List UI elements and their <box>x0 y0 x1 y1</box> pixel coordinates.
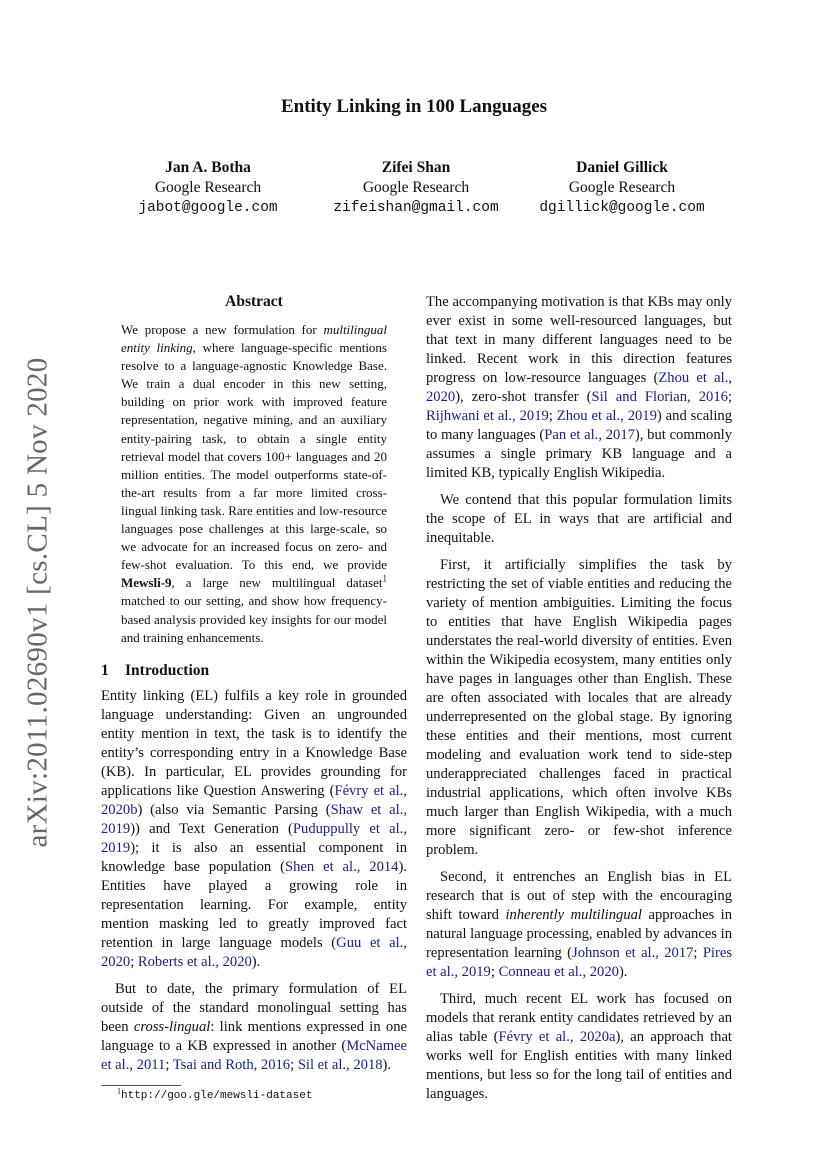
citation-link[interactable]: Puduppully et al., 2019 <box>101 820 407 856</box>
left-paragraphs <box>101 687 407 1075</box>
abstract-heading: Abstract <box>225 293 283 310</box>
text-run: ). Entities have played a growing role in representation learning. For example, entity mention masking led to greatly improved fact retention in large language models ( <box>101 858 407 951</box>
body-paragraph <box>426 990 732 1104</box>
section-title: Introduction <box>125 661 210 679</box>
text-run: ; <box>290 1056 298 1073</box>
text-run: ; <box>165 1056 173 1073</box>
text-run: ) and scaling to many languages ( <box>426 408 732 443</box>
text-run: ; <box>130 953 138 970</box>
citation-link[interactable]: Johnson et al., 2017 <box>572 945 694 961</box>
text-run: ; <box>548 408 557 424</box>
body-paragraph <box>426 556 732 860</box>
left-column <box>101 293 407 1102</box>
citation-link[interactable]: Sil and Florian, 2016 <box>591 389 728 405</box>
text-run: Third, much recent EL work has focused on models that rerank entity candidates retrieved by an alias table ( <box>426 991 732 1045</box>
text-run: ). <box>382 1056 392 1073</box>
text-run: : link mentions expressed in one language to a KB expressed in another ( <box>101 1018 407 1054</box>
text-run: ; <box>490 964 499 980</box>
section-heading <box>101 661 407 681</box>
citation-link[interactable]: Tsai and Roth, 2016 <box>172 1056 291 1073</box>
emphasis-text: cross-lingual <box>133 1018 211 1035</box>
text-run: , a large new multilingual dataset <box>171 575 383 591</box>
author-block <box>512 158 732 218</box>
emphasis-text: inherently multilingual <box>505 907 642 923</box>
author-email: jabot@google.com <box>138 200 278 216</box>
right-paragraphs <box>426 293 732 1104</box>
arxiv-identifier-text: arXiv:2011.02690v1 [cs.CL] 5 Nov 2020 <box>21 356 54 848</box>
text-run: , where language-specific mentions resolve to a language-agnostic Knowledge Base. We train a dual encoder in this new setting, building on prior work with improved feature representation, negative mining, and an auxiliary entity-pairing task, to obtain a single entity retrieval model that covers 100+ languages and 20 million entities. The model outperforms state-of-the-art results from a far more limited cross-lingual linking task. Rare entities and low-resource languages pose challenges at this large-scale, so we advocate for an increased focus on zero- and few-shot evaluation. To this end, we provide <box>121 340 387 573</box>
citation-link[interactable]: Zhou et al., 2019 <box>556 408 657 424</box>
abstract-body <box>121 321 387 647</box>
text-run: Entity linking (EL) fulfils a key role in grounded language understanding: Given an ungrounded entity mention in text, the task is to identify the entity’s corresponding entry in a Knowledge Base (KB). In particular, EL provides grounding for applications like Question Answering ( <box>101 687 407 799</box>
citation-link[interactable]: Conneau et al., 2020 <box>498 964 619 980</box>
body-paragraph <box>101 687 407 972</box>
citation-link[interactable]: Shen et al., 2014 <box>285 858 399 875</box>
citation-link[interactable]: Pires et al., 2019 <box>426 945 732 980</box>
author-email: dgillick@google.com <box>539 200 705 216</box>
citation-link[interactable]: Shaw et al., 2019 <box>101 801 408 837</box>
body-paragraph <box>101 980 407 1075</box>
citation-link[interactable]: Févry et al., 2020b <box>101 782 407 818</box>
author-block <box>98 158 318 218</box>
text-run: But to date, the primary formulation of EL outside of the standard monolingual setting has been <box>101 980 407 1035</box>
text-run: The accompanying motivation is that KBs may only ever exist in some well-resourced languages, but that text in many different languages need to be linked. Recent work in this direction features progress on low-resource languages ( <box>426 294 732 386</box>
footnote-mark: 1 <box>117 1086 121 1096</box>
author-affiliation: Google Research <box>362 179 470 196</box>
footnote <box>101 1086 407 1102</box>
body-paragraph <box>426 868 732 982</box>
citation-link[interactable]: Févry et al., 2020a <box>498 1029 616 1045</box>
footnote-rule <box>101 1085 181 1086</box>
citation-link[interactable]: Roberts et al., 2020 <box>137 953 252 970</box>
citation-link[interactable]: Zhou et al., 2020 <box>426 370 732 405</box>
body-paragraph <box>426 293 732 483</box>
text-run: Second, it entrenches an English bias in EL research that is out of step with the encouraging shift toward <box>426 869 732 923</box>
bold-text: Mewsli-9 <box>121 575 172 591</box>
text-run: We propose a new formulation for <box>121 322 324 337</box>
text-run: ), but commonly assumes a single primary KB language and a limited KB, typically English Wikipedia. <box>426 427 732 481</box>
text-run: We contend that this popular formulation limits the scope of EL in ways that are artificial and inequitable. <box>426 492 732 546</box>
text-run: ); it is also an essential component in knowledge base population ( <box>101 839 407 875</box>
footnote-ref[interactable]: 1 <box>382 573 387 584</box>
text-run: First, it artificially simplifies the task by restricting the set of viable entities and reducing the variety of mention ambiguities. Limiting the focus to entities that have English Wikipedia pages understates the real-world diversity of entities. Even within the Wikipedia ecosystem, many entities only have pages in languages other than English. These are often associated with locales that are already underrepresented on the global stage. By ignoring these entities and their mentions, most current modeling and evaluation work tend to side-step underappreciated challenges faced in practical industrial applications, which often involve KBs much larger than English Wikipedia, with a much more significant zero- or few-shot inference problem. <box>426 557 732 858</box>
text-run: ; <box>727 389 732 405</box>
citation-link[interactable]: Rijhwani et al., 2019 <box>426 408 549 424</box>
right-column <box>426 293 732 1112</box>
citation-link[interactable]: Guu et al., 2020 <box>101 934 407 970</box>
text-run: ). <box>251 953 261 970</box>
emphasis-text: multilingual entity linking <box>121 322 387 356</box>
author-name: Zifei Shan <box>381 159 451 176</box>
author-name: Jan A. Botha <box>165 159 251 176</box>
citation-link[interactable]: McNamee et al., 2011 <box>101 1037 407 1073</box>
body-paragraph <box>426 491 732 548</box>
text-run: ), an approach that works well for English entities with many linked mentions, but less so for the long tail of entities and languages. <box>426 1029 732 1102</box>
text-run: ) (also via Semantic Parsing ( <box>137 801 331 818</box>
author-name: Daniel Gillick <box>576 159 668 176</box>
text-run: ), zero-shot transfer ( <box>455 389 592 405</box>
text-run: approaches in natural language processing, enabled by advances in representation learning ( <box>426 907 732 961</box>
text-run: ; <box>693 945 703 961</box>
text-run: matched to our setting, and show how frequency-based analysis provided key insights for our model and training enhancements. <box>121 593 387 645</box>
text-run: ). <box>618 964 628 980</box>
section-number: 1 <box>101 661 109 679</box>
footnote-text: http://goo.gle/mewsli-dataset <box>121 1089 313 1102</box>
author-block <box>306 158 526 218</box>
author-affiliation: Google Research <box>568 179 676 196</box>
author-email: zifeishan@gmail.com <box>333 200 499 216</box>
paper-title: Entity Linking in 100 Languages <box>280 96 548 117</box>
author-affiliation: Google Research <box>154 179 262 196</box>
citation-link[interactable]: Sil et al., 2018 <box>297 1056 383 1073</box>
arxiv-identifier <box>20 356 56 848</box>
text-run: )) and Text Generation ( <box>130 820 293 837</box>
citation-link[interactable]: Pan et al., 2017 <box>544 427 635 443</box>
